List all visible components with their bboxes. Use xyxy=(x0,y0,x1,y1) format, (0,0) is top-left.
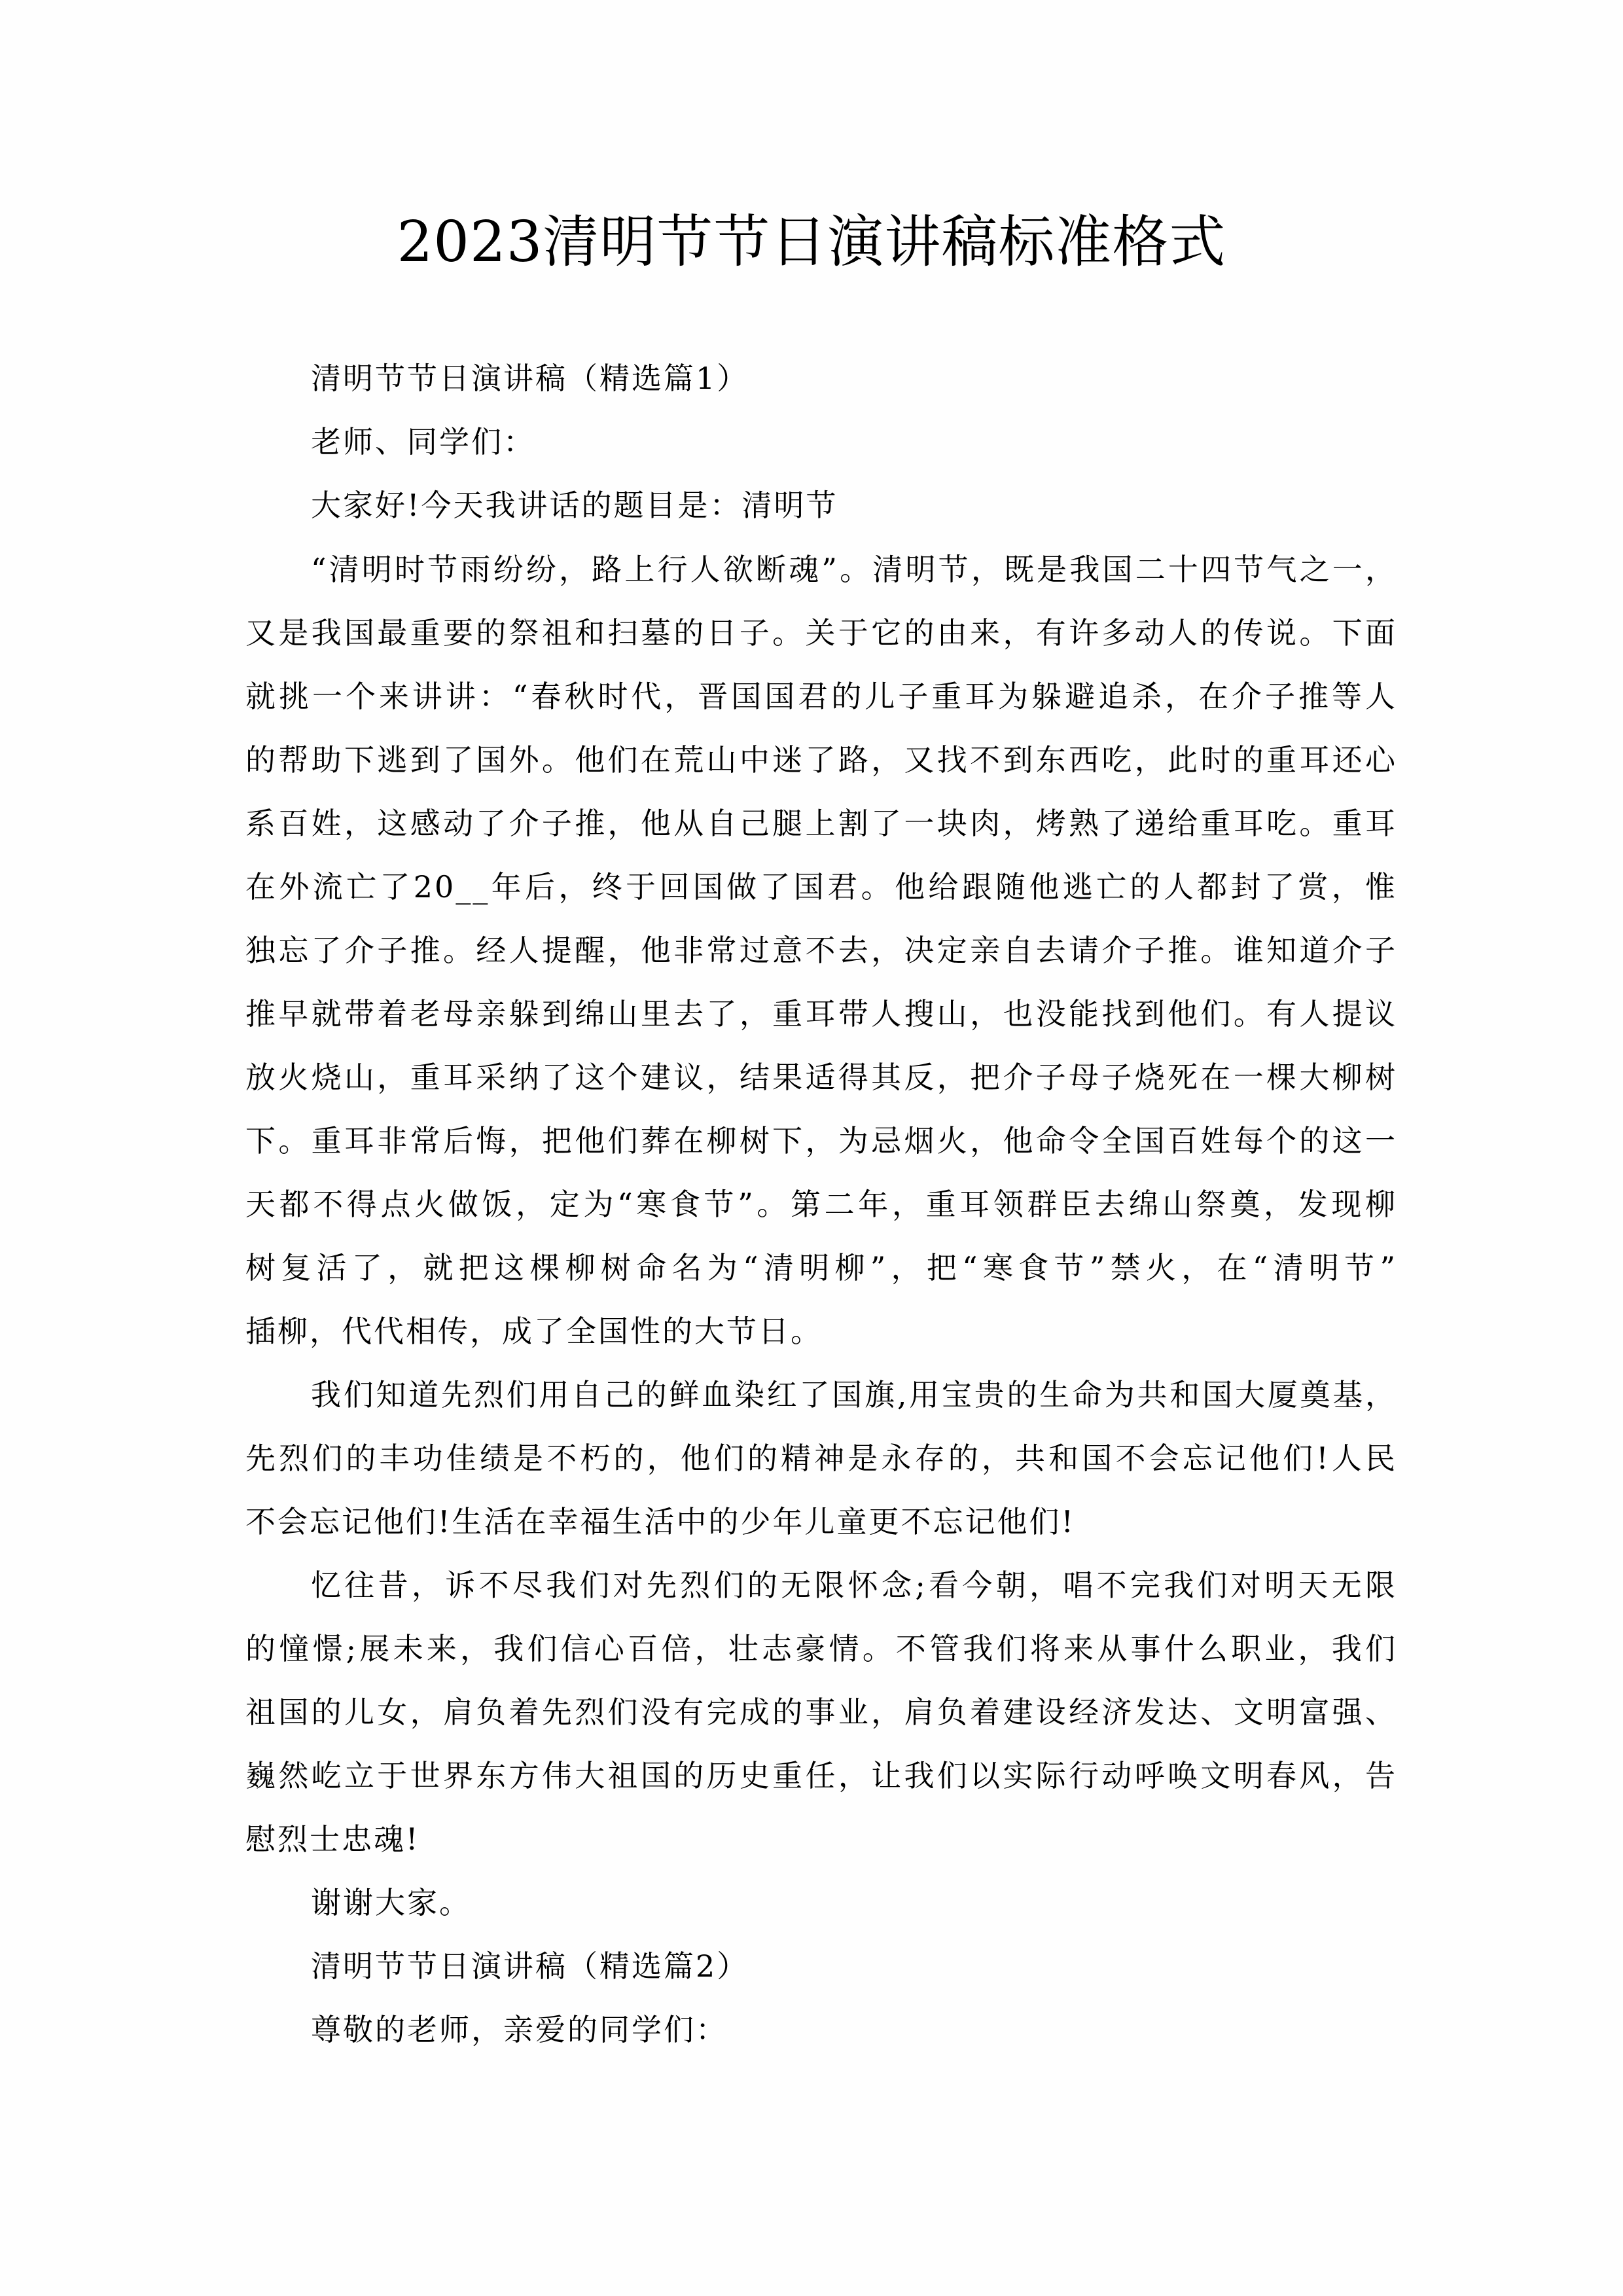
body-text-line: 先烈们的丰功佳绩是不朽的，他们的精神是永存的，共和国不会忘记他们!人民 xyxy=(245,1441,1397,1476)
body-text-line: 清明节节日演讲稿（精选篇1） xyxy=(311,361,749,396)
body-text-line: 系百姓，这感动了介子推，他从自己腿上割了一块肉，烤熟了递给重耳吃。重耳 xyxy=(245,806,1397,841)
body-text-line: 树复活了，就把这棵柳树命名为“清明柳”，把“寒食节”禁火，在“清明节” xyxy=(245,1250,1397,1285)
document-title: 2023清明节节日演讲稿标准格式 xyxy=(397,209,1226,275)
body-text-line: 天都不得点火做饭，定为“寒食节”。第二年，重耳领群臣去绵山祭奠，发现柳 xyxy=(245,1187,1397,1222)
body-text-line: 就挑一个来讲讲：“春秋时代，晋国国君的儿子重耳为躲避追杀，在介子推等人 xyxy=(245,679,1397,714)
body-text-line: 不会忘记他们!生活在幸福生活中的少年儿童更不忘记他们! xyxy=(245,1504,1075,1539)
body-text-line: 独忘了介子推。经人提醒，他非常过意不去，决定亲自去请介子推。谁知道介子 xyxy=(245,933,1397,968)
body-text-line: 忆往昔，诉不尽我们对先烈们的无限怀念;看今朝，唱不完我们对明天无限 xyxy=(311,1568,1397,1603)
body-text-line: 尊敬的老师，亲爱的同学们： xyxy=(311,2012,728,2047)
body-text-line: 的帮助下逃到了国外。他们在荒山中迷了路，又找不到东西吃，此时的重耳还心 xyxy=(245,742,1397,778)
body-text-line: 又是我国最重要的祭祖和扫墓的日子。关于它的由来，有许多动人的传说。下面 xyxy=(245,615,1397,651)
body-text-line: 我们知道先烈们用自己的鲜血染红了国旗,用宝贵的生命为共和国大厦奠基， xyxy=(311,1377,1397,1412)
body-text-line: 放火烧山，重耳采纳了这个建议，结果适得其反，把介子母子烧死在一棵大柳树 xyxy=(245,1060,1397,1095)
body-text-line: 推早就带着老母亲躲到绵山里去了，重耳带人搜山，也没能找到他们。有人提议 xyxy=(245,996,1397,1031)
body-text-line: 老师、同学们： xyxy=(311,424,535,459)
body-text-line: 清明节节日演讲稿（精选篇2） xyxy=(311,1948,749,1984)
body-text-line: 大家好!今天我讲话的题目是：清明节 xyxy=(311,488,838,523)
body-text-line: 插柳，代代相传，成了全国性的大节日。 xyxy=(245,1314,823,1349)
body-text-line: “清明时节雨纷纷，路上行人欲断魂”。清明节，既是我国二十四节气之一， xyxy=(311,552,1397,587)
body-text-line: 在外流亡了20__年后，终于回国做了国君。他给跟随他逃亡的人都封了赏，惟 xyxy=(245,869,1397,905)
body-text-line: 的憧憬;展未来，我们信心百倍，壮志豪情。不管我们将来从事什么职业，我们 xyxy=(245,1631,1397,1666)
body-text-line: 慰烈士忠魂! xyxy=(245,1821,420,1857)
body-text-line: 巍然屹立于世界东方伟大祖国的历史重任，让我们以实际行动呼唤文明春风，告 xyxy=(245,1758,1397,1793)
body-text-line: 谢谢大家。 xyxy=(311,1885,471,1920)
body-text-line: 下。重耳非常后悔，把他们葬在柳树下，为忌烟火，他命令全国百姓每个的这一 xyxy=(245,1123,1397,1158)
body-text-line: 祖国的儿女，肩负着先烈们没有完成的事业，肩负着建设经济发达、文明富强、 xyxy=(245,1695,1397,1730)
